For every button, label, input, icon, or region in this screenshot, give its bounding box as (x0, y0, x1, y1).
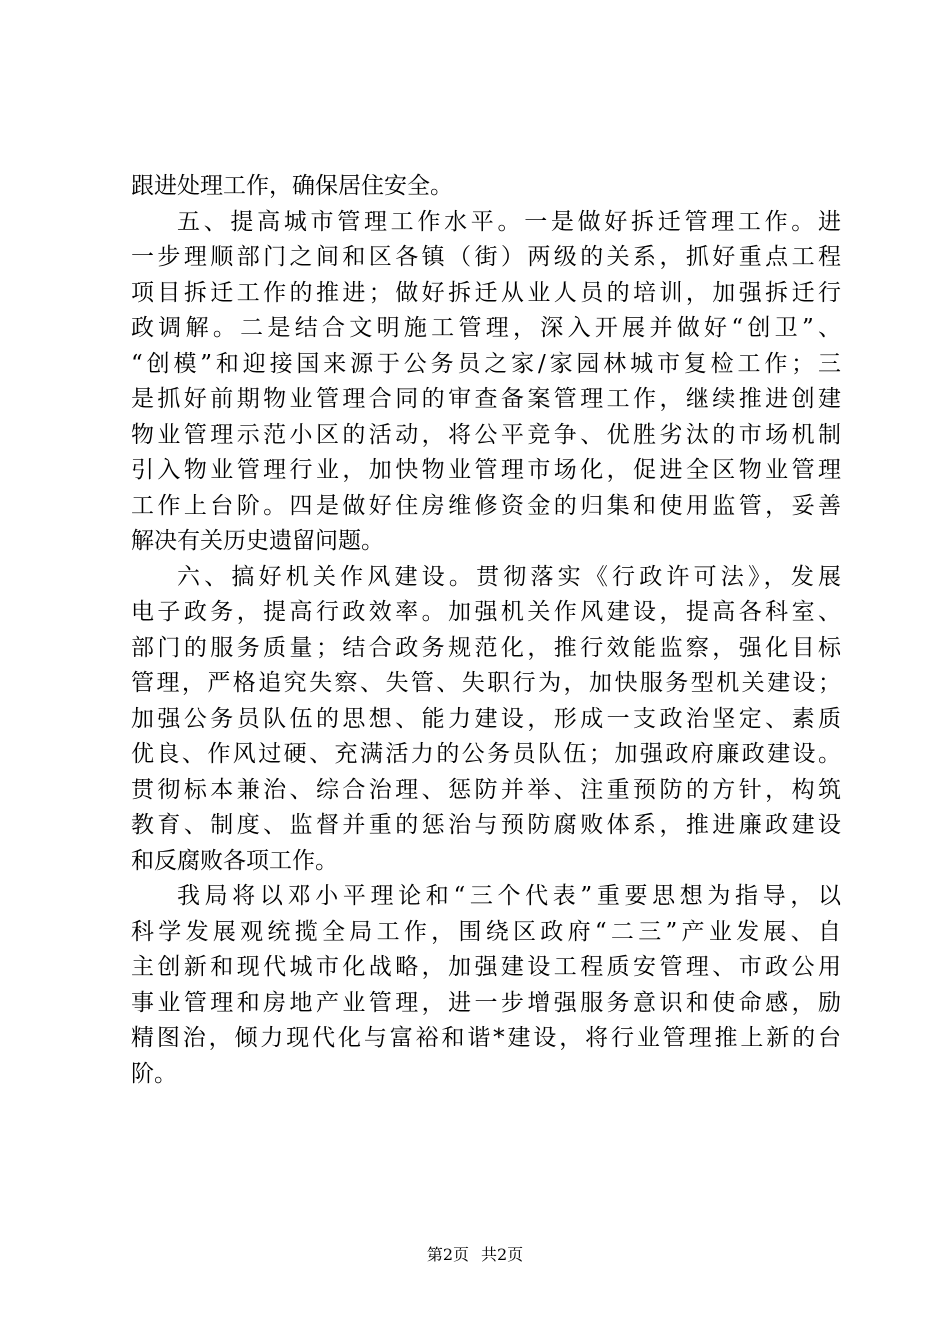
text-line: 是抓好前期物业管理合同的审查备案管理工作，继续推进创建 (131, 386, 841, 412)
text-line: 一步理顺部门之间和区各镇（街）两级的关系，抓好重点工程 (131, 244, 841, 270)
text-line: 项目拆迁工作的推进；做好拆迁从业人员的培训，加强拆迁行 (131, 279, 841, 306)
text-line: 五、提高城市管理工作水平。一是做好拆迁管理工作。进 (177, 208, 841, 235)
page-footer (0, 1243, 950, 1267)
text-line: 优良、作风过硬、充满活力的公务员队伍；加强政府廉政建设。 (131, 741, 841, 767)
text-line: 解决有关历史遗留问题。 (131, 528, 384, 554)
text-line: 阶。 (131, 1060, 177, 1087)
text-line: 跟进处理工作，确保居住安全。 (131, 173, 453, 199)
text-line: 管理，严格追究失察、失管、失职行为，加快服务型机关建设； (131, 670, 841, 696)
text-line: 六、搞好机关作风建设。贯彻落实《行政许可法》，发展 (177, 563, 841, 590)
text-line: 主创新和现代城市化战略，加强建设工程质安管理、市政公用 (131, 954, 841, 980)
text-line: 政调解。二是结合文明施工管理，深入开展并做好“创卫”、 (131, 315, 841, 341)
page-total: 共2页 (481, 1245, 524, 1264)
page-number: 第2页 (426, 1245, 469, 1264)
paragraph-city-management (131, 205, 841, 560)
paragraph-conclusion (131, 879, 841, 1092)
paragraph-continuation (131, 169, 841, 205)
text-line: “创模”和迎接国来源于公务员之家/家园林城市复检工作；三 (131, 350, 841, 377)
text-line: 部门的服务质量；结合政务规范化，推行效能监察，强化目标 (131, 634, 841, 661)
text-line: 科学发展观统揽全局工作，围绕区政府“二三”产业发展、自 (131, 918, 841, 945)
text-line: 贯彻标本兼治、综合治理、惩防并举、注重预防的方针，构筑 (131, 776, 841, 803)
text-line: 教育、制度、监督并重的惩治与预防腐败体系，推进廉政建设 (131, 812, 841, 838)
text-line: 加强公务员队伍的思想、能力建设，形成一支政治坚定、素质 (131, 705, 841, 732)
text-line: 事业管理和房地产业管理，进一步增强服务意识和使命感，励 (131, 989, 841, 1016)
text-line: 精图治，倾力现代化与富裕和谐*建设，将行业管理推上新的台 (131, 1025, 841, 1051)
text-line: 引入物业管理行业，加快物业管理市场化，促进全区物业管理 (131, 457, 841, 483)
text-line: 物业管理示范小区的活动，将公平竞争、优胜劣汰的市场机制 (131, 421, 841, 448)
text-line: 和反腐败各项工作。 (131, 847, 338, 874)
document-body (131, 169, 841, 1092)
paragraph-work-style (131, 560, 841, 880)
text-line: 电子政务，提高行政效率。加强机关作风建设，提高各科室、 (131, 599, 841, 625)
text-line: 工作上台阶。四是做好住房维修资金的归集和使用监管，妥善 (131, 492, 841, 519)
text-line: 我局将以邓小平理论和“三个代表”重要思想为指导，以 (177, 883, 841, 909)
